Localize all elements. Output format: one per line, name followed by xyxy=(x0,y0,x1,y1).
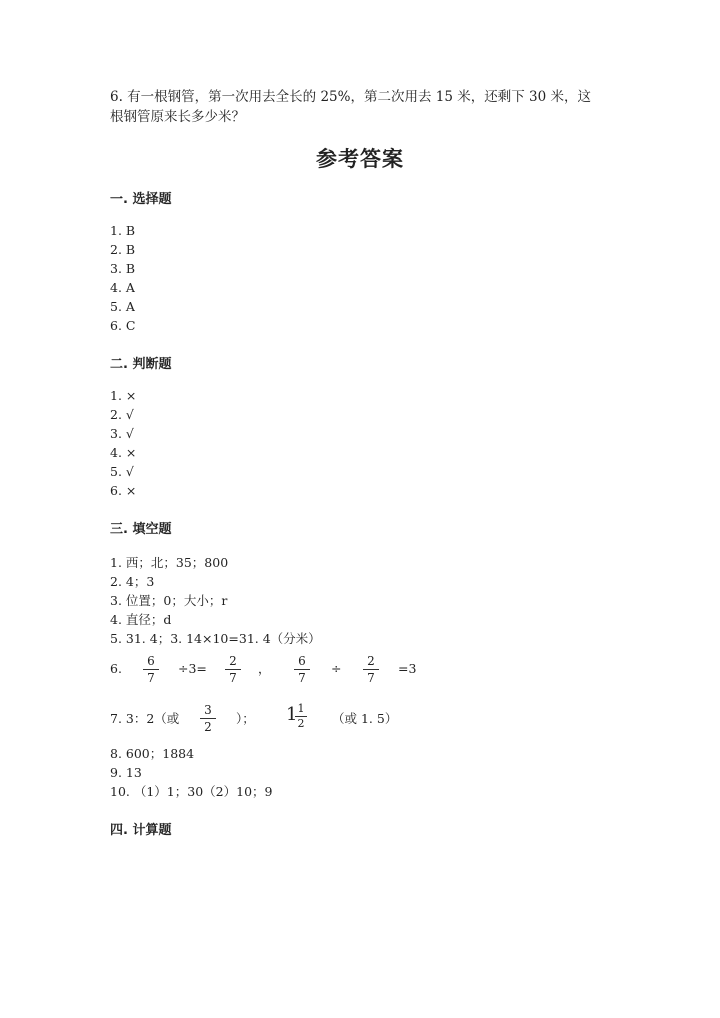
list-item: 2. √ xyxy=(110,407,134,422)
fraction-numerator: 3 xyxy=(204,703,212,717)
fraction-bar xyxy=(225,669,241,670)
list-item: 2. 4；3 xyxy=(110,574,155,589)
fraction xyxy=(294,654,310,685)
fraction-numerator: 2 xyxy=(367,654,375,668)
list-item: 5. A xyxy=(110,299,135,314)
answer-title: 参考答案 xyxy=(316,146,404,171)
fraction-numerator: 2 xyxy=(229,654,237,668)
list-item: 4. 直径；d xyxy=(110,612,172,627)
list-item: 5. √ xyxy=(110,464,134,479)
list-item: 6. × xyxy=(110,483,137,498)
fraction-denominator: 7 xyxy=(298,671,306,685)
fraction-bar xyxy=(200,718,216,719)
fraction-bar xyxy=(294,669,310,670)
fraction-numerator: 1 xyxy=(297,702,305,715)
item-7-suffix: ）； xyxy=(236,711,255,726)
fraction-denominator: 7 xyxy=(367,671,375,685)
fraction-numerator: 6 xyxy=(147,654,155,668)
section-heading-choice: 一. 选择题 xyxy=(110,192,172,207)
list-item: 3. B xyxy=(110,261,136,276)
division-sign: ÷ xyxy=(331,661,342,676)
fraction xyxy=(143,654,159,685)
list-item: 4. A xyxy=(110,280,135,295)
item-6-label: 6. xyxy=(110,661,122,676)
division-equals: ÷3= xyxy=(178,661,207,676)
fraction-bar xyxy=(143,669,159,670)
list-item: 3. 位置；0；大小；r xyxy=(110,593,228,608)
list-item: 2. B xyxy=(110,242,136,257)
list-item: 8. 600；1884 xyxy=(110,746,195,761)
section-heading-fill: 三. 填空题 xyxy=(110,522,172,537)
fraction xyxy=(295,703,307,730)
list-item: 4. × xyxy=(110,445,137,460)
fraction-denominator: 2 xyxy=(297,717,305,730)
item-7-tail: （或 1. 5） xyxy=(332,711,398,726)
fraction-denominator: 2 xyxy=(204,720,212,734)
fraction xyxy=(363,654,379,685)
section-heading-calc: 四. 计算题 xyxy=(110,823,172,838)
fraction-numerator: 6 xyxy=(298,654,306,668)
item-7-prefix: 7. 3：2（或 xyxy=(110,711,180,726)
section-heading-judge: 二. 判断题 xyxy=(110,357,172,372)
question-6-line-2: 根钢管原来长多少米？ xyxy=(110,109,245,125)
list-item: 5. 31. 4；3. 14×10=31. 4（分米） xyxy=(110,631,321,646)
list-item: 6. C xyxy=(110,318,136,333)
list-item: 10. （1）1；30（2）10；9 xyxy=(110,784,273,799)
mixed-number-whole: 1 xyxy=(286,704,298,725)
fraction-denominator: 7 xyxy=(229,671,237,685)
list-item: 9. 13 xyxy=(110,765,142,780)
equals-result: =3 xyxy=(398,661,417,676)
list-item: 1. B xyxy=(110,223,136,238)
separator-comma: ， xyxy=(258,661,271,676)
fraction-bar xyxy=(363,669,379,670)
list-item: 1. × xyxy=(110,388,137,403)
list-item: 1. 西；北；35；800 xyxy=(110,555,229,570)
list-item: 3. √ xyxy=(110,426,134,441)
fraction xyxy=(200,703,216,734)
fraction xyxy=(225,654,241,685)
fraction-denominator: 7 xyxy=(147,671,155,685)
question-6-line-1: 6. 有一根钢管，第一次用去全长的 25%，第二次用去 15 米，还剩下 30 米，这 xyxy=(110,89,591,105)
